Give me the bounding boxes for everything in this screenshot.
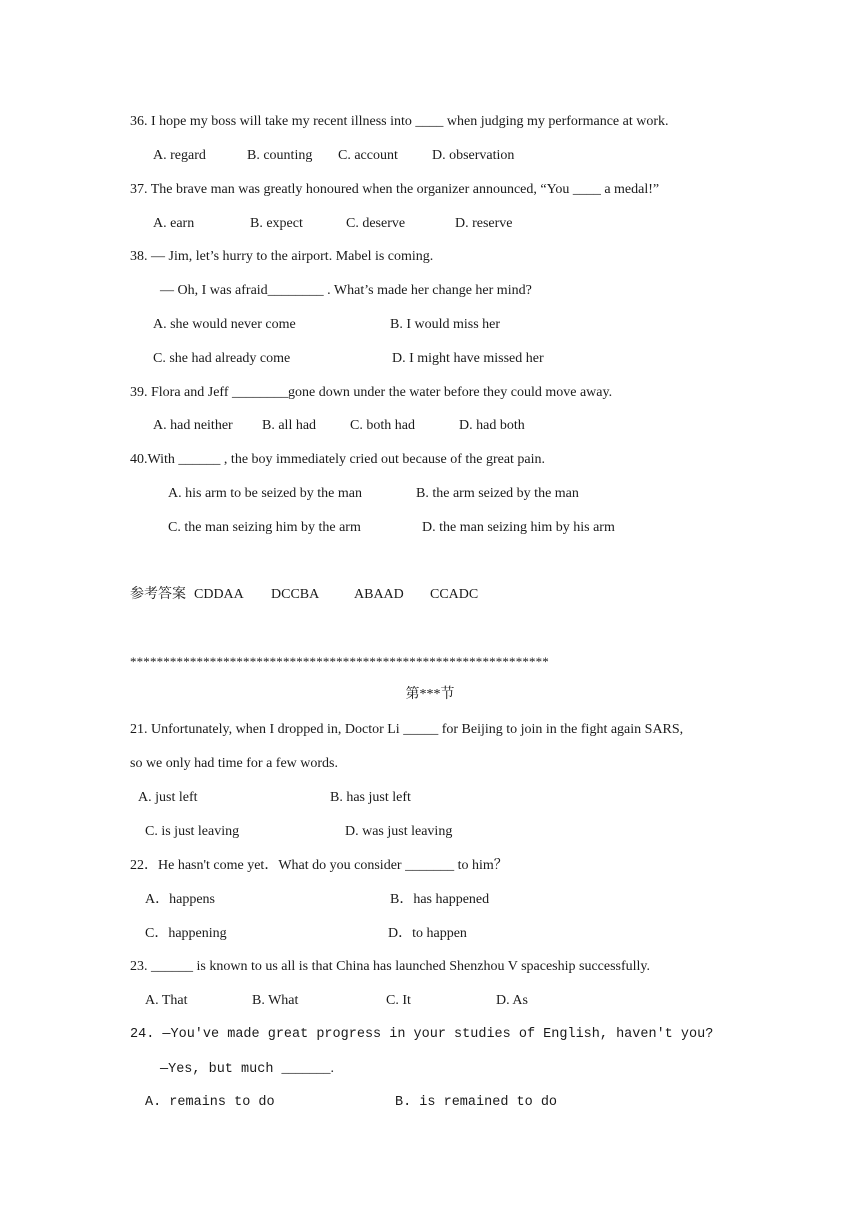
question-36-option-d: D. observation [432, 148, 515, 163]
question-38-option-d: D. I might have missed her [392, 351, 544, 366]
question-37-option-c: C. deserve [346, 216, 406, 231]
question-21-option-d: D. was just leaving [345, 824, 453, 839]
question-40-option-a: A. his arm to be seized by the man [168, 486, 363, 501]
question-21-stem-continued: so we only had time for a few words. [130, 756, 339, 771]
question-36-option-a: A. regard [153, 148, 206, 163]
question-21-stem: 21. Unfortunately, when I dropped in, Doctor Li _____ for Beijing to join in the fight again SARS, [130, 722, 684, 737]
question-24-option-b: B. is remained to do [395, 1095, 558, 1110]
question-24-reply-text: —Yes, but much [160, 1062, 282, 1077]
question-24-stem: 24. —You've made great progress in your studies of English, haven't you? [130, 1027, 714, 1042]
question-40-option-b: B. the arm seized by the man [416, 486, 579, 501]
question-37-option-b: B. expect [250, 216, 303, 231]
question-23-stem: 23. ______ is known to us all is that China has launched Shenzhou V spaceship successfully. [130, 959, 651, 974]
answer-key-group-2: DCCBA [271, 587, 320, 602]
question-37-option-d: D. reserve [455, 216, 513, 231]
question-22-option-c: C．happening [145, 926, 227, 941]
question-36-option-c: C. account [338, 148, 398, 163]
question-21-option-a: A. just left [138, 790, 198, 805]
question-38-option-c: C. she had already come [153, 351, 291, 366]
question-24-option-a: A. remains to do [145, 1095, 275, 1110]
question-23-option-a: A. That [145, 993, 188, 1008]
question-39-option-b: B. all had [262, 418, 317, 433]
answer-key-group-3: ABAAD [354, 587, 404, 602]
question-40-option-d: D. the man seizing him by his arm [422, 520, 615, 535]
question-24-blank: _______. [281, 1061, 335, 1076]
question-38-reply: — Oh, I was afraid________ . What’s made her change her mind? [160, 283, 532, 298]
question-39-option-c: C. both had [350, 418, 415, 433]
question-21-option-b: B. has just left [330, 790, 411, 805]
question-38-option-b: B. I would miss her [390, 317, 501, 332]
section-separator: *************************************************************** [130, 654, 549, 669]
question-37-stem: 37. The brave man was greatly honoured when the organizer announced, “You ____ a medal!” [130, 182, 660, 197]
question-36-option-b: B. counting [247, 148, 313, 163]
question-22-option-d: D．to happen [388, 926, 467, 941]
question-23-option-d: D. As [496, 993, 528, 1008]
question-40-stem: 40.With ______ , the boy immediately cried out because of the great pain. [130, 452, 546, 467]
question-36-stem: 36. I hope my boss will take my recent illness into ____ when judging my performance at work. [130, 114, 669, 129]
question-23-option-c: C. It [386, 993, 411, 1008]
question-23-option-b: B. What [252, 993, 299, 1008]
question-22-option-a: A．happens [145, 892, 215, 907]
question-40-option-c: C. the man seizing him by the arm [168, 520, 361, 535]
question-24-reply [160, 1060, 334, 1079]
question-22-option-b: B．has happened [390, 892, 490, 907]
question-38-stem: 38. — Jim, let’s hurry to the airport. Mabel is coming. [130, 249, 434, 264]
section-title: 第***节 [405, 687, 455, 702]
answer-key-label: 参考答案 [130, 587, 186, 602]
question-39-option-d: D. had both [459, 418, 525, 433]
question-22-stem: 22．He hasn't come yet．What do you consider _______ to him？ [130, 858, 508, 873]
question-37-option-a: A. earn [153, 216, 195, 231]
answer-key-group-1: CDDAA [194, 587, 244, 602]
question-21-option-c: C. is just leaving [145, 824, 240, 839]
question-39-option-a: A. had neither [153, 418, 233, 433]
answer-key-group-4: CCADC [430, 587, 479, 602]
question-39-stem: 39. Flora and Jeff ________gone down under the water before they could move away. [130, 385, 613, 400]
question-38-option-a: A. she would never come [153, 317, 296, 332]
